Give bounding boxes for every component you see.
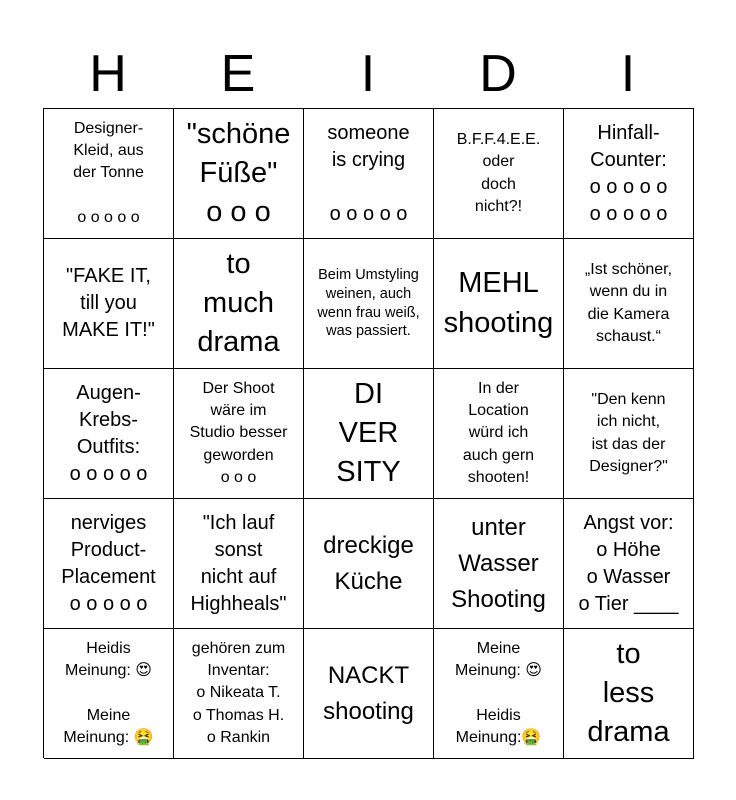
bingo-cell[interactable]: Beim Umstyling weinen, auch wenn frau weiß, was passiert. [304, 239, 434, 369]
bingo-cell[interactable]: dreckige Küche [304, 499, 434, 629]
bingo-cell[interactable]: nerviges Product- Placement o o o o o [44, 499, 174, 629]
bingo-cell[interactable]: „Ist schöner, wenn du in die Kamera schaust.“ [564, 239, 694, 369]
bingo-cell[interactable]: In der Location würd ich auch gern shooten! [434, 369, 564, 499]
bingo-header [43, 40, 693, 108]
bingo-cell[interactable]: NACKT shooting [304, 629, 434, 759]
bingo-cell[interactable]: "FAKE IT, till you MAKE IT!" [44, 239, 174, 369]
bingo-cell[interactable]: to much drama [174, 239, 304, 369]
header-letter: I [620, 45, 636, 103]
bingo-cell[interactable]: "schöne Füße" o o o [174, 109, 304, 239]
bingo-cell[interactable]: Angst vor: o Höhe o Wasser o Tier ____ [564, 499, 694, 629]
bingo-cell[interactable]: Heidis Meinung: 😍 Meine Meinung: 🤮 [44, 629, 174, 759]
bingo-cell[interactable]: Hinfall- Counter: o o o o o o o o o o [564, 109, 694, 239]
bingo-cell[interactable]: unter Wasser Shooting [434, 499, 564, 629]
bingo-grid [43, 108, 694, 758]
bingo-cell[interactable]: DI VER SITY [304, 369, 434, 499]
bingo-cell[interactable]: "Den kenn ich nicht, ist das der Designer?" [564, 369, 694, 499]
bingo-cell[interactable]: to less drama [564, 629, 694, 759]
bingo-cell[interactable]: someone is crying o o o o o [304, 109, 434, 239]
bingo-cell[interactable]: MEHL shooting [434, 239, 564, 369]
header-letter: I [360, 45, 376, 103]
bingo-cell[interactable]: gehören zum Inventar: o Nikeata T. o Thomas H. o Rankin [174, 629, 304, 759]
bingo-cell[interactable]: B.F.F.4.E.E. oder doch nicht?! [434, 109, 564, 239]
bingo-cell[interactable]: Augen- Krebs- Outfits: o o o o o [44, 369, 174, 499]
bingo-cell[interactable]: "Ich lauf sonst nicht auf Highheals" [174, 499, 304, 629]
header-letter: D [479, 45, 517, 103]
header-letter: E [220, 45, 256, 103]
bingo-cell[interactable]: Meine Meinung: 😍 Heidis Meinung:🤮 [434, 629, 564, 759]
header-letter: H [89, 45, 127, 103]
bingo-cell[interactable]: Designer- Kleid, aus der Tonne o o o o o [44, 109, 174, 239]
bingo-cell[interactable]: Der Shoot wäre im Studio besser geworden o o o [174, 369, 304, 499]
